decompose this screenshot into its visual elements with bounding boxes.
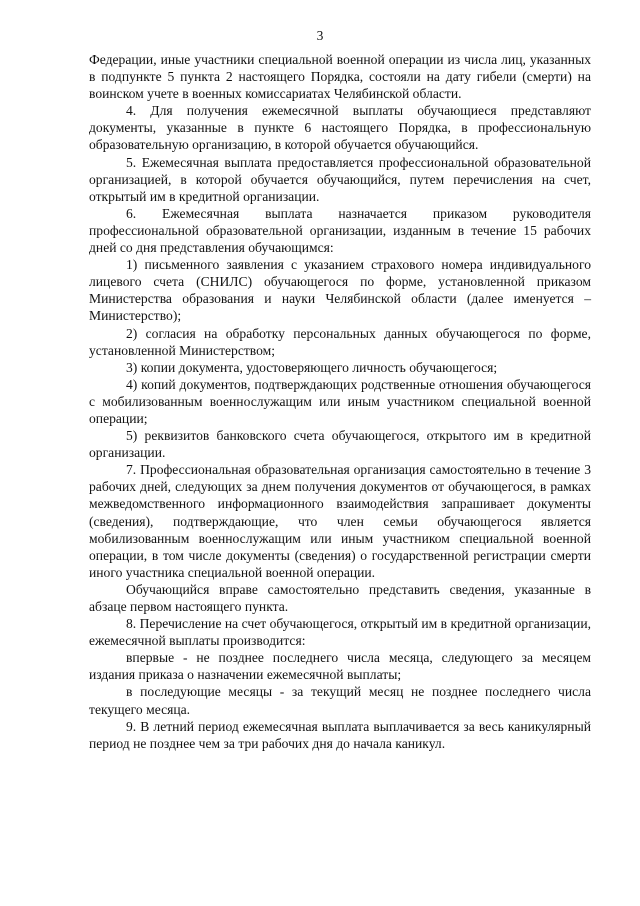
- page-number: 3: [316, 28, 324, 43]
- paragraph-item-7: 7. Профессиональная образовательная организация самостоятельно в течение 3 рабочих дней, следующих за днем получения документов от обучающегося, в рамках межведомственного информационного взаимодействия запрашивает документы (сведения), подтверждающие, что член семьи обучающегося является мобилизованным военнослужащим или иным участником специальной военной операции, в том числе документы (сведения) о государственной регистрации смерти иного участника специальной военной операции.: [89, 462, 591, 580]
- paragraph-item-9: 9. В летний период ежемесячная выплата выплачивается за весь каникулярный период не позднее чем за три рабочих дня до начала каникул.: [89, 718, 591, 751]
- subitem-8-subsequent: в последующие месяцы - за текущий месяц не позднее последнего числа текущего месяца.: [89, 684, 591, 717]
- paragraph-item-4: 4. Для получения ежемесячной выплаты обучающиеся представляют документы, указанные в пункте 6 настоящего Порядка, в профессиональную образовательную организацию, в которой обучается обучающийся.: [89, 103, 591, 153]
- subitem-8-first: впервые - не позднее последнего числа месяца, следующего за месяцем издания приказа о назначении ежемесячной выплаты;: [89, 650, 591, 683]
- subitem-6-2: 2) согласия на обработку персональных данных обучающегося по форме, установленной Министерством;: [89, 325, 591, 358]
- subitem-6-4: 4) копий документов, подтверждающих родственные отношения обучающегося с мобилизованным военнослужащим или иным участником специальной военной операции;: [89, 376, 591, 426]
- paragraph-item-8: 8. Перечисление на счет обучающегося, открытый им в кредитной организации, ежемесячной выплаты производится:: [89, 616, 591, 649]
- subitem-6-5: 5) реквизитов банковского счета обучающегося, открытого им в кредитной организации.: [89, 428, 591, 461]
- subitem-6-3: 3) копии документа, удостоверяющего личность обучающегося;: [126, 359, 498, 375]
- paragraph-continuation: Федерации, иные участники специальной военной операции из числа лиц, указанных в подпункте 5 пункта 2 настоящего Порядка, состояли на дату гибели (смерти) на воинском учете в военных комиссариатах Челябинской области.: [89, 52, 591, 102]
- document-body: [89, 51, 591, 752]
- paragraph-item-6: 6. Ежемесячная выплата назначается приказом руководителя профессиональной образовательной организации, изданным в течение 15 рабочих дней со дня представления обучающимся:: [89, 205, 591, 256]
- paragraph-item-7-note: Обучающийся вправе самостоятельно представить сведения, указанные в абзаце первом настоящего пункта.: [89, 581, 591, 614]
- subitem-6-1: 1) письменного заявления с указанием страхового номера индивидуального лицевого счета (СНИЛС) обучающегося по форме, установленной приказом Министерства образования и науки Челябинской области (далее именуется – Министерство);: [89, 257, 591, 324]
- paragraph-item-5: 5. Ежемесячная выплата предоставляется профессиональной образовательной организацией, в которой обучается обучающийся, путем перечисления на счет, открытый им в кредитной организации.: [89, 154, 591, 204]
